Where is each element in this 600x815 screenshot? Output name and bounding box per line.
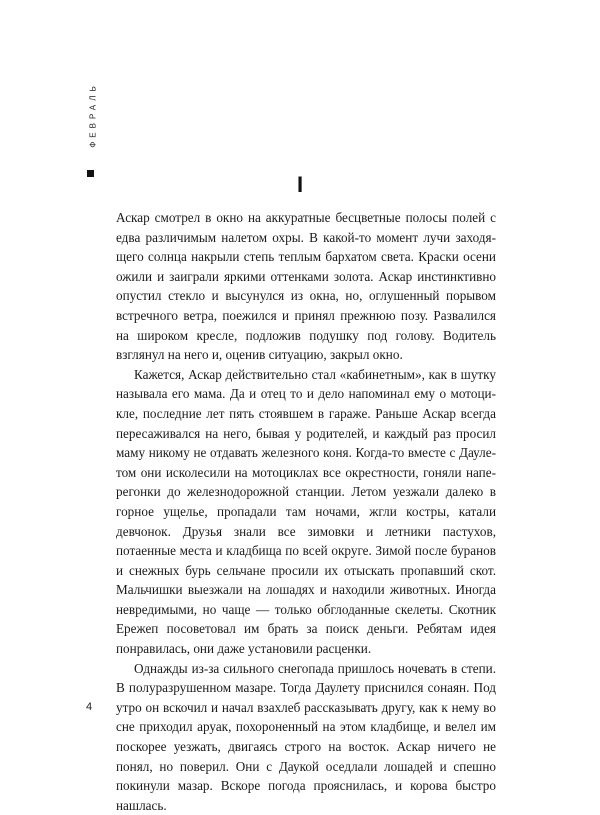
section-label: ФЕВРАЛЬ [88, 82, 98, 148]
body-text [116, 208, 496, 815]
page-number: 4 [86, 701, 93, 713]
paragraph: Однажды из-за сильного снегопада пришлось ночевать в степи. В полуразрушенном мазаре. Тогда Даулету приснился сонаян. Под утро он вскочил и начал взахлеб рассказывать другу, как к нему во сне приходил аруак, похороненный на этом кладбище, и велел им поскорее уезжать, двигаясь строго на восток. Аскар ничего не понял, но поверил. Они с Даукой оседлали лошадей и спешно покинули мазар. Вскоре погода прояснилась, и корова быстро нашлась. [116, 660, 496, 813]
paragraph: Кажется, Аскар действительно стал «кабинетным», как в шутку называла его мама. Да и отец то и дело напоминал ему о мотоцикле, последние лет пять стоявшем в гараже. Раньше Аскар всегда пересаживался на него, бывая у родителей, и каждый раз просил маму никому не отдавать железного коня. Когда-то вместе с Даулетом они исколесили на мотоциклах все окрестности, гоняли наперегонки до железнодорожной станции. Летом уезжали далеко в горное ущелье, пропадали там ночами, жгли костры, катали девчонок. Друзья знали все зимовки и летники пастухов, потаенные места и кладбища по всей округе. Зимой после буранов и снежных бурь сельчане просили их отыскать пропавший скот. Мальчишки выезжали на лошадях и находили животных. Иногда невредимыми, но чаще — только обглоданные скелеты. Скотник Ережеп посоветовал им брать за поиск деньги. Ребятам идея понравилась, они даже установили расценки. [116, 366, 496, 657]
running-header-section [88, 70, 98, 160]
paragraph: Аскар смотрел в окно на аккуратные бесцветные полосы полей с едва различимым налетом охры. В какой-то момент лучи заходящего солнца накрыли степь теплым бархатом света. Краски осени ожили и заиграли яркими оттенками золота. Аскар инстинктивно опустил стекло и высунулся из окна, но, оглушенный порывом встречного ветра, поежился и принял прежнюю позу. Развалился на широком кресле, подложив подушку под голову. Водитель взглянул на него и, оценив ситуацию, закрыл окно. [116, 210, 496, 363]
chapter-numeral: I [296, 172, 304, 197]
